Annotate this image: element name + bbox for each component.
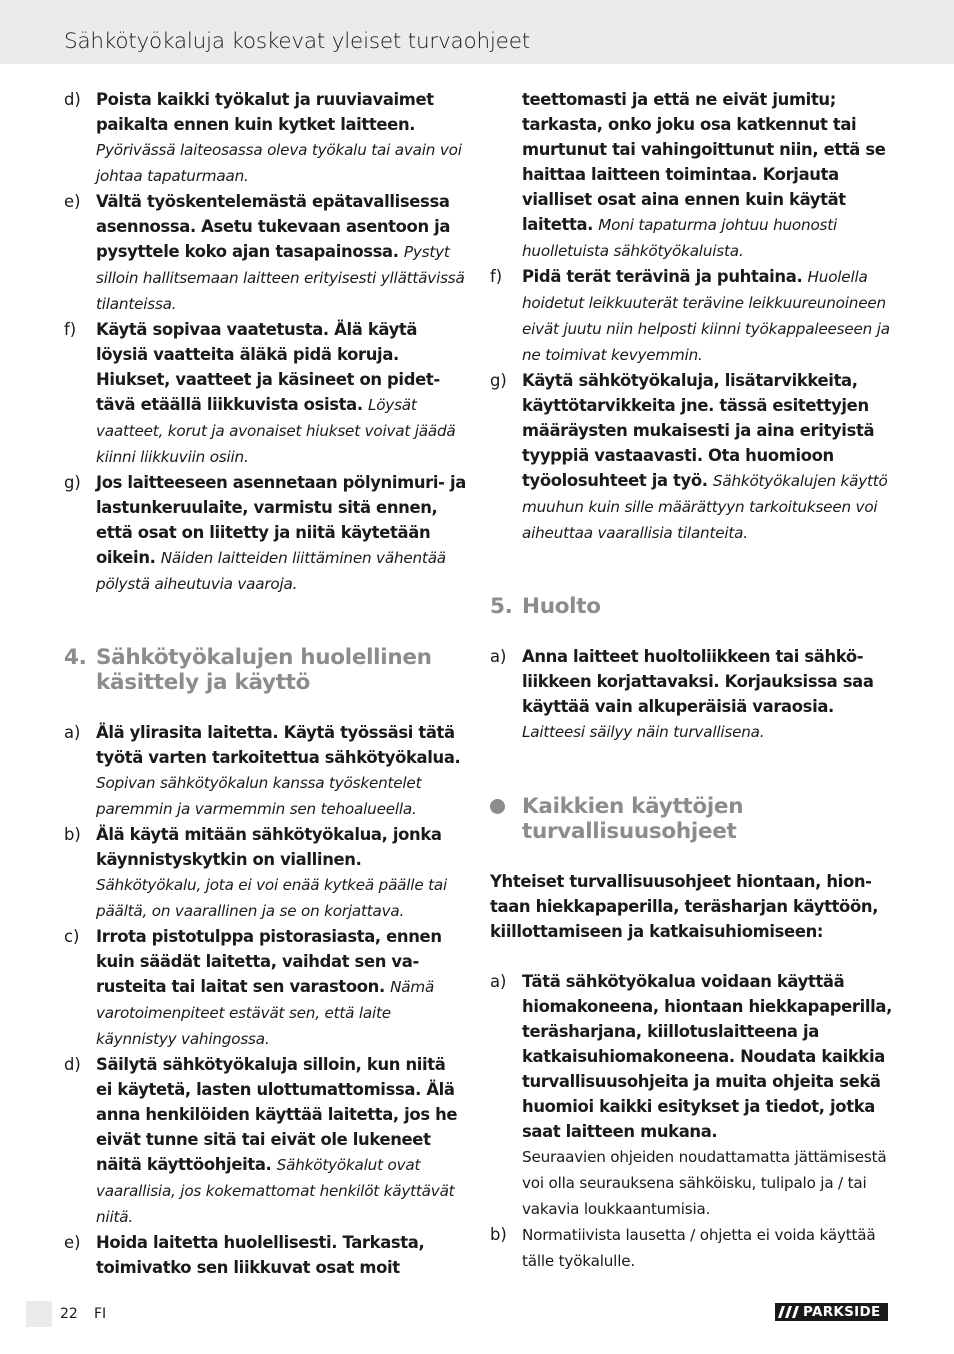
item-label: b)	[490, 1225, 507, 1244]
page-number: 22	[60, 1306, 78, 1322]
left-column	[64, 87, 466, 1280]
instruction-bold: Älä käytä mitään sähkötyökalua, jonka käynnistyskytkin on viallinen.	[96, 825, 442, 869]
list-item	[64, 1052, 466, 1230]
list-item	[490, 969, 894, 1222]
page-title: Sähkötyökaluja koskevat yleiset turvaohjeet	[64, 29, 530, 54]
brand-logo	[775, 1303, 888, 1321]
instruction-note: Pystyt silloin hallitsemaan laitteen erityisesti yllättävissä tilanteissa.	[96, 243, 465, 313]
list-item	[490, 644, 894, 745]
instruction-note: Nämä varotoimenpiteet estävät sen, että laite käynnistyy vahingossa.	[96, 978, 435, 1048]
page-header	[0, 0, 954, 64]
item-label: b)	[64, 825, 81, 844]
instruction-note: Näiden laitteiden liittäminen vähentää pölystä aiheutuvia vaaroja.	[96, 549, 446, 593]
section-title: Huolto	[522, 594, 601, 619]
instruction-bold: Poista kaikki työkalut ja ruuviavaimet paikalta ennen kuin kytket laitteen.	[96, 90, 434, 134]
list-item	[64, 317, 466, 470]
instruction-note: Sähkötyökalu, jota ei voi enää kytkeä päälle tai päältä, on vaarallinen ja se on korjattava.	[96, 876, 447, 920]
instruction-note: Sähkötyökalut ovat vaarallisia, jos kokemattomat henkilöt käyttävät niitä.	[96, 1156, 455, 1226]
instruction-bold: Jos laitteeseen asennetaan pölynimuri- ja lastunkeruulaite, varmistu sitä ennen, että osat on liitetty ja niitä käytetään oikein.	[96, 473, 466, 567]
list-item	[64, 87, 466, 189]
instruction-bold: Tätä sähkötyökalua voidaan käyttää hiomakoneena, hiontaan hiekkapaperilla, teräsharjana, kiillotuslaitteena ja katkaisuhiomakoneena. Noudata kaikkia turvallisuusohjeita ja muita ohjeita sekä huomioi kaikki esitykset ja tiedot, jotka saat laitteen mukana.	[522, 972, 893, 1141]
list-item	[64, 924, 466, 1052]
section-heading-general	[490, 794, 894, 844]
item-label: c)	[64, 927, 80, 946]
instruction-bold: Vältä työskentelemästä epätavallisessa asennossa. Asetu tukevaan asentoon ja pysyttele koko ajan tasapainossa.	[96, 192, 451, 261]
instruction-note: Sopivan sähkötyökalun kanssa työskentelet paremmin ja varmemmin sen tehoalueella.	[96, 774, 422, 818]
list-item	[490, 368, 894, 546]
instruction-note: Huolella hoidetut leikkuuterät terävine leikkuureunoineen eivät juutu niin helposti kiinni työkappaleeseen ja ne toimivat kevyemmin.	[522, 268, 890, 364]
section-title: Sähkötyökalujen huolellinen käsittely ja käyttö	[96, 645, 432, 695]
instruction-bold: Anna laitteet huoltoliikkeen tai sähköliikkeen korjattavaksi. Korjauksissa saa käyttää vain alkuperäisiä varaosia.	[522, 647, 874, 716]
item-label: e)	[64, 192, 81, 211]
instruction-note: Pyörivässä laiteosassa oleva työkalu tai avain voi johtaa tapaturmaan.	[96, 141, 462, 185]
instruction-bold: Käytä sähkötyökaluja, lisätarvikkeita, käyttötarvikkeita jne. tässä esitettyjen määräysten mukaisesti ja aina erityistä tyyppiä vastaavasti. Ota huomioon työolosuhteet ja työ.	[522, 371, 875, 490]
logo-stripes-icon	[778, 1306, 800, 1318]
instruction-note: Seuraavien ohjeiden noudattamatta jättämisestä voi olla seurauksena sähköisku, tulipalo ja / tai vakavia loukkaantumisia.	[522, 1148, 887, 1218]
item-label: a)	[64, 723, 81, 742]
item-label: a)	[490, 972, 507, 991]
instruction-note: Sähkötyökalujen käyttö muuhun kuin sille määrättyyn tarkoitukseen voi aiheuttaa vaarallisia tilanteita.	[522, 472, 888, 542]
right-column	[490, 87, 894, 1274]
language-code: FI	[94, 1306, 107, 1322]
instruction-bold: Pidä terät terävinä ja puhtaina.	[522, 267, 803, 286]
item-label: a)	[490, 647, 507, 666]
list-item	[64, 1230, 466, 1280]
item-label: e)	[64, 1233, 81, 1252]
section-number: 5.	[490, 594, 513, 619]
section-title: Kaikkien käyttöjen turvallisuusohjeet	[522, 794, 744, 844]
brand-name: PARKSIDE	[803, 1304, 881, 1320]
section-heading-5	[490, 594, 894, 619]
item-label: d)	[64, 1055, 81, 1074]
instruction-bold: Säilytä sähkötyökaluja silloin, kun niitä ei käytetä, lasten ulottumattomissa. Älä anna henkilöiden käyttää laitetta, jos he eivät tunne sitä tai eivät ole lukeneet näitä käyttöohjeita.	[96, 1055, 458, 1174]
instruction-note: Moni tapaturma johtuu huonosti huolletuista sähkötyökaluista.	[522, 216, 838, 260]
instruction-note: Normatiivista lausetta / ohjetta ei voida käyttää tälle työkalulle.	[522, 1226, 876, 1270]
item-label: g)	[490, 371, 507, 390]
instruction-bold: Älä ylirasita laitetta. Käytä työssäsi tätä työtä varten tarkoitettua sähkötyökalua.	[96, 723, 461, 767]
bullet-dot-icon	[490, 799, 505, 814]
list-item	[490, 264, 894, 368]
list-item	[64, 470, 466, 597]
list-item	[64, 720, 466, 822]
item-label: f)	[64, 320, 77, 339]
item-label: g)	[64, 473, 81, 492]
instruction-bold: Irrota pistotulppa pistorasiasta, ennen kuin säädät laitetta, vaihdat sen varusteita tai laitat sen varastoon.	[96, 927, 442, 996]
instruction-bold: teettomasti ja että ne eivät jumitu; tarkasta, onko joku osa katkennut tai murtunut tai vahingoittunut niin, että se haittaa laitteen toimintaa. Korjauta vialliset osat aina ennen kuin käytät laitetta.	[522, 90, 886, 234]
list-item	[64, 822, 466, 924]
intro-paragraph: Yhteiset turvallisuusohjeet hiontaan, hiontaan hiekkapaperilla, teräsharjan käyttöön, kiillottamiseen ja katkaisuhiomiseen:	[490, 872, 879, 941]
instruction-bold: Käytä sopivaa vaatetusta. Älä käytä löysiä vaatteita äläkä pidä koruja. Hiukset, vaatteet ja käsineet on pidettävä etäällä liikkuvista osista.	[96, 320, 441, 414]
section-heading-4	[64, 645, 466, 695]
list-item	[490, 1222, 894, 1274]
item-label: d)	[64, 90, 81, 109]
list-item	[64, 189, 466, 317]
list-item	[490, 87, 894, 264]
footer-marker	[26, 1301, 52, 1327]
instruction-note: Laitteesi säilyy näin turvallisena.	[522, 723, 765, 741]
item-label: f)	[490, 267, 503, 286]
instruction-bold: Hoida laitetta huolellisesti. Tarkasta, toimivatko sen liikkuvat osat moit	[96, 1233, 425, 1277]
instruction-note: Löysät vaatteet, korut ja avonaiset hiukset voivat jäädä kiinni liikkuviin osiin.	[96, 396, 456, 466]
section-number: 4.	[64, 645, 87, 670]
